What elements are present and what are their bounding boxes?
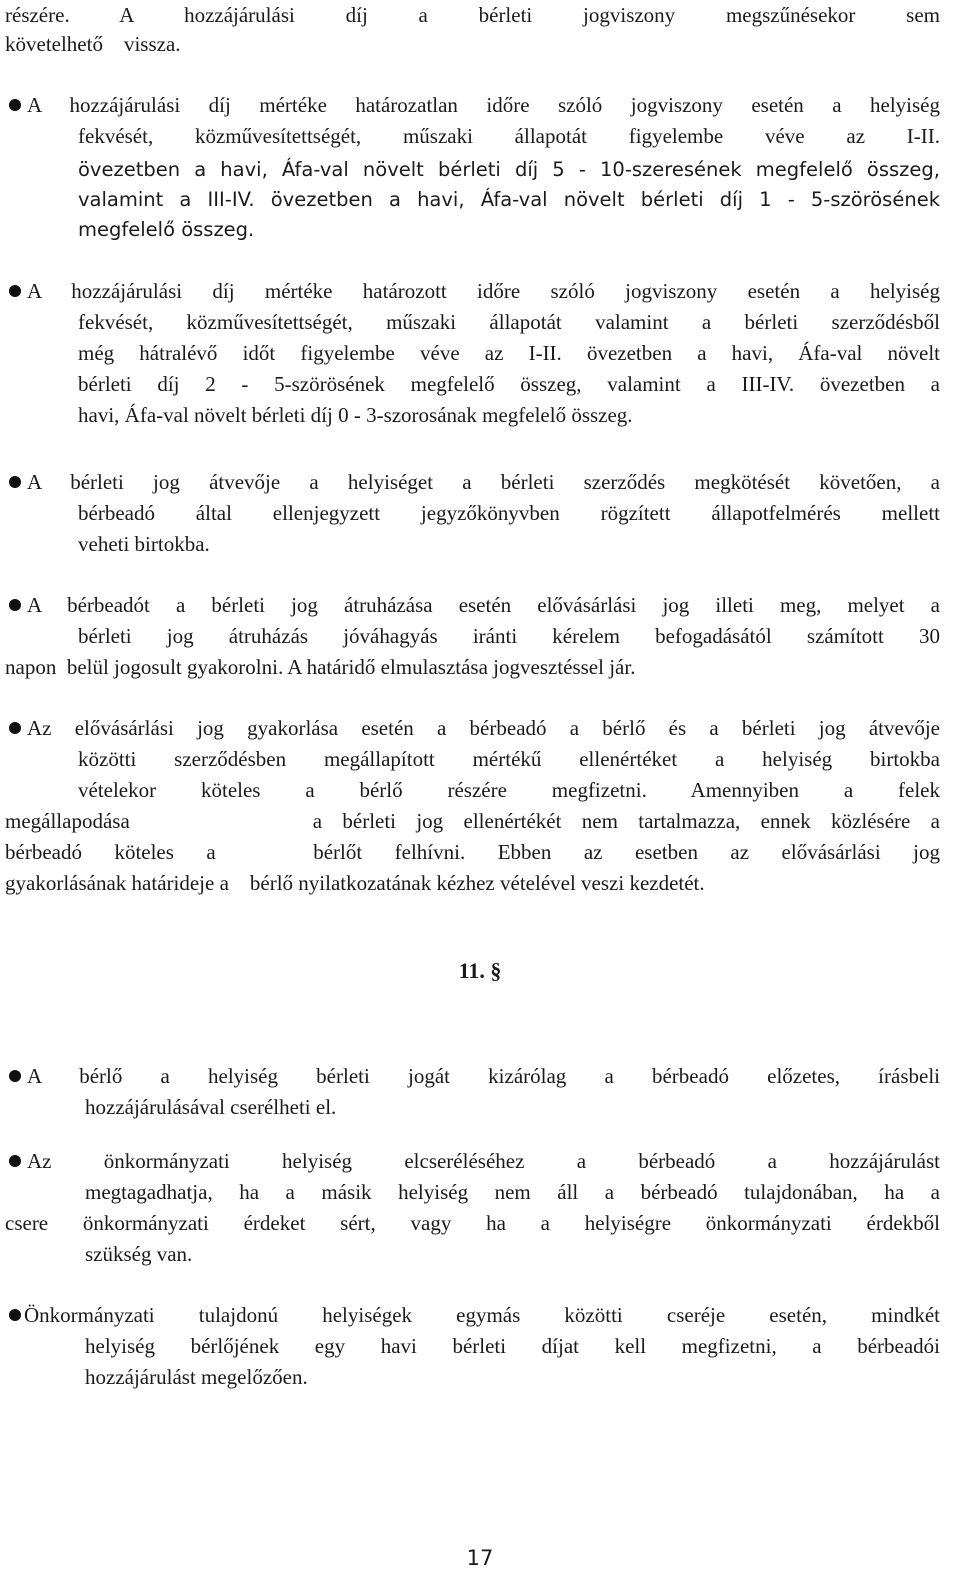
paragraph-line: követelhető vissza. <box>5 32 181 56</box>
bullet-icon <box>9 1070 21 1082</box>
paragraph-line: A bérbeadót a bérleti jog átruházása esetén elővásárlási jog illeti meg, melyet a <box>27 593 940 617</box>
paragraph-line: megfelelő összeg. <box>78 218 255 241</box>
paragraph-line: fekvését, közművesítettségét, műszaki állapotát figyelembe véve az I-II. <box>78 124 940 148</box>
paragraph-line: részére. A hozzájárulási díj a bérleti jogviszony megszűnésekor sem <box>5 3 940 27</box>
paragraph-line: helyiség bérlőjének egy havi bérleti díjat kell megfizetni, a bérbeadói <box>85 1334 940 1358</box>
bullet-icon <box>9 99 21 111</box>
paragraph-line: A hozzájárulási díj mértéke határozatlan időre szóló jogviszony esetén a helyiség <box>27 93 940 117</box>
bullet-icon <box>9 1309 21 1321</box>
paragraph-line: bérleti díj 2 - 5-szörösének megfelelő összeg, valamint a III-IV. övezetben a <box>78 372 940 396</box>
paragraph-line: vételekor köteles a bérlő részére megfizetni. Amennyiben a felek <box>78 778 940 802</box>
paragraph-line: csere önkormányzati érdeket sért, vagy ha a helyiségre önkormányzati érdekből <box>5 1211 940 1235</box>
paragraph-line: gyakorlásának határideje a bérlő nyilatkozatának kézhez vételével veszi kezdetét. <box>5 871 705 895</box>
section-heading: 11. § <box>458 958 502 983</box>
paragraph-line: A hozzájárulási díj mértéke határozott időre szóló jogviszony esetén a helyiség <box>27 279 940 303</box>
paragraph-line: A bérlő a helyiség bérleti jogát kizárólag a bérbeadó előzetes, írásbeli <box>27 1064 940 1088</box>
paragraph-line: közötti szerződésben megállapított mértékű ellenértéket a helyiség birtokba <box>78 747 940 771</box>
paragraph-line: bérbeadó köteles a bérlőt felhívni. Ebben az esetben az elővásárlási jog <box>5 840 940 864</box>
paragraph-line: A bérleti jog átvevője a helyiséget a bérleti szerződés megkötését követően, a <box>27 470 940 494</box>
paragraph-line: megállapodása a bérleti jog ellenértékét nem tartalmazza, ennek közlésére a <box>5 809 940 833</box>
paragraph-line: fekvését, közművesítettségét, műszaki állapotát valamint a bérleti szerződésből <box>78 310 940 334</box>
paragraph-line: veheti birtokba. <box>78 532 210 556</box>
bullet-icon <box>9 722 21 734</box>
paragraph-line: havi, Áfa-val növelt bérleti díj 0 - 3-szorosának megfelelő összeg. <box>78 403 633 427</box>
page-number: 17 <box>466 1546 494 1570</box>
paragraph-line: bérleti jog átruházás jóváhagyás iránti kérelem befogadásától számított 30 <box>78 624 940 648</box>
bullet-icon <box>9 476 21 488</box>
paragraph-line: hozzájárulást megelőzően. <box>85 1365 308 1389</box>
paragraph-line: Az önkormányzati helyiség elcseréléséhez a bérbeadó a hozzájárulást <box>27 1149 940 1173</box>
bullet-icon <box>9 599 21 611</box>
paragraph-line: övezetben a havi, Áfa-val növelt bérleti díj 5 - 10-szeresének megfelelő összeg, <box>78 158 940 181</box>
paragraph-line: Önkormányzati tulajdonú helyiségek egymás közötti cseréje esetén, mindkét <box>24 1303 940 1327</box>
paragraph-line: szükség van. <box>85 1242 193 1266</box>
paragraph-line: Az elővásárlási jog gyakorlása esetén a bérbeadó a bérlő és a bérleti jog átvevője <box>27 716 940 740</box>
paragraph-line: valamint a III-IV. övezetben a havi, Áfa-val növelt bérleti díj 1 - 5-szörösének <box>78 188 940 211</box>
paragraph-line: még hátralévő időt figyelembe véve az I-II. övezetben a havi, Áfa-val növelt <box>78 341 940 365</box>
bullet-icon <box>9 285 21 297</box>
paragraph-line: hozzájárulásával cserélheti el. <box>85 1095 337 1119</box>
paragraph-line: bérbeadó által ellenjegyzett jegyzőkönyvben rögzített állapotfelmérés mellett <box>78 501 940 525</box>
paragraph-line: napon belül jogosult gyakorolni. A határidő elmulasztása jogvesztéssel jár. <box>5 655 636 679</box>
bullet-icon <box>9 1155 21 1167</box>
paragraph-line: megtagadhatja, ha a másik helyiség nem áll a bérbeadó tulajdonában, ha a <box>85 1180 940 1204</box>
